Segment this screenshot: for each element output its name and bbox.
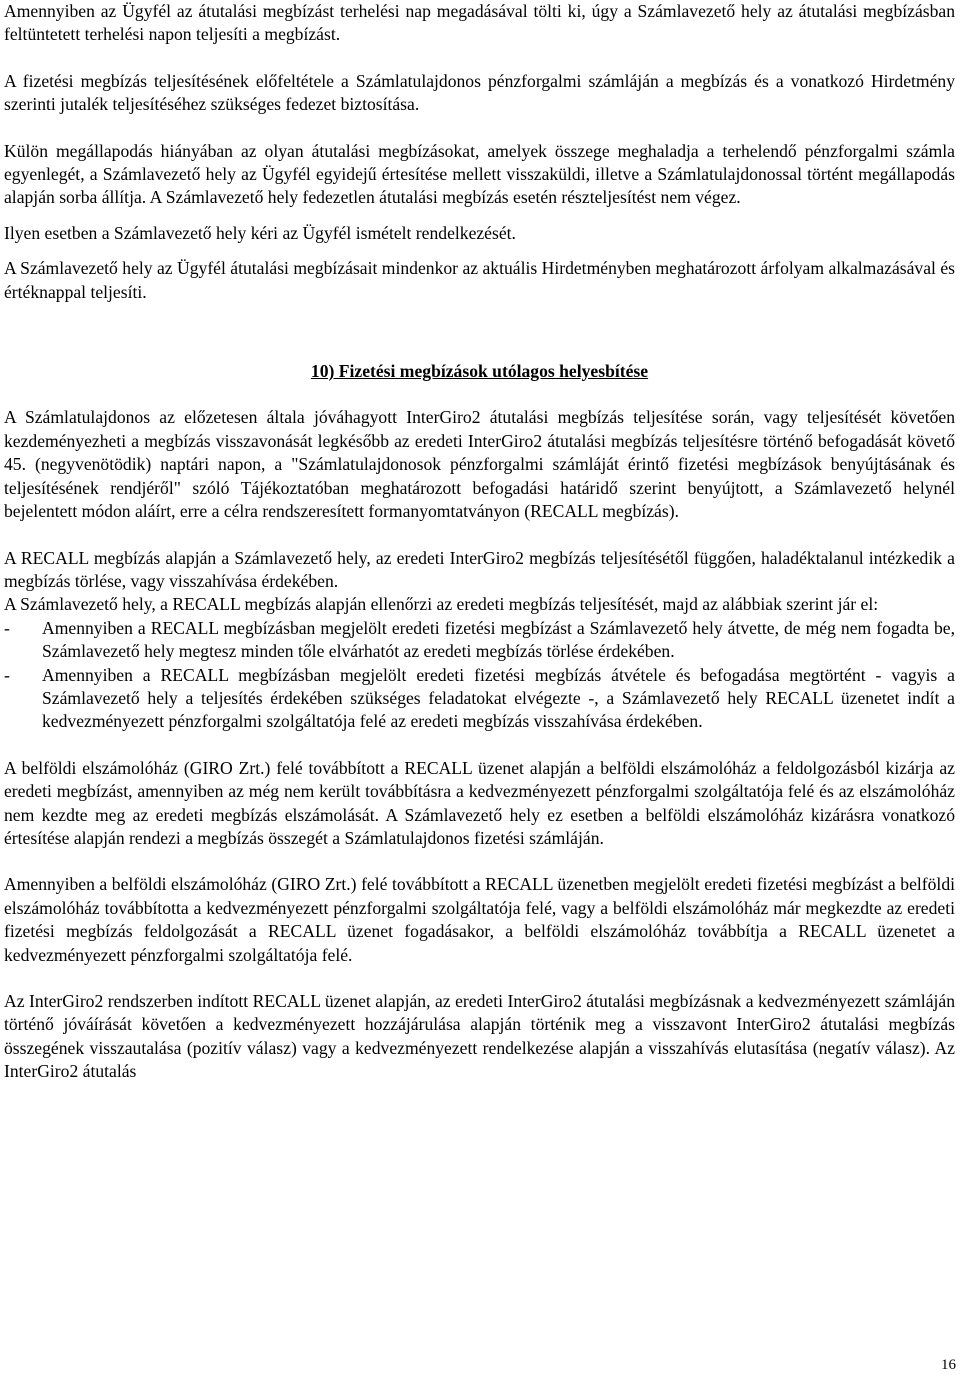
paragraph-debit-date: Amennyiben az Ügyfél az átutalási megbízást terhelési nap megadásával tölti ki, úgy a Számlavezető hely az átutalási megbízásban feltüntetett terhelési napon teljesíti a megbízást.	[4, 1, 955, 45]
document-page	[4, 0, 955, 1084]
list-item-text: Amennyiben a RECALL megbízásban megjelölt eredeti fizetési megbízást a Számlavezető hely átvette, de még nem fogadta be, Számlavezető hely megtesz minden tőle elvárhatót az eredeti megbízás törlése érdekében.	[42, 617, 955, 662]
paragraph-repeated-instruction: Ilyen esetben a Számlavezető hely kéri az Ügyfél ismételt rendelkezését.	[4, 222, 516, 243]
page-number: 16	[941, 1357, 956, 1373]
paragraph-recall-check: A Számlavezető hely, a RECALL megbízás alapján ellenőrzi az eredeti megbízás teljesítését, majd az alábbiak szerint jár el:	[4, 594, 879, 615]
section-heading: 10) Fizetési megbízások utólagos helyesbítése	[310, 361, 649, 382]
paragraph-giro-forwarding: Amennyiben a belföldi elszámolóház (GIRO Zrt.) felé továbbított a RECALL üzenetben megjelölt eredeti fizetési megbízást a belföldi elszámolóház továbbította a kedvezményezett pénzforgalmi szolgáltatója felé, vagy a belföldi elszámolóház már megkezdte az eredeti fizetési megbízás feldolgozását a RECALL üzenet fogadásakor, a belföldi elszámolóház továbbítja a RECALL üzenetet a kedvezményezett pénzforgalmi szolgáltatója felé.	[4, 874, 955, 965]
paragraph-intergiro-recall: Az InterGiro2 rendszerben indított RECALL üzenet alapján, az eredeti InterGiro2 átutalási megbízásnak a kedvezményezett számláján történő jóváírását követően a kedvezményezett hozzájárulása alapján történik meg a visszavont InterGiro2 átutalási megbízás összegének visszautalása (pozitív válasz) vagy a kedvezményezett rendelkezése alapján a visszahívás elutasítása (negatív válasz). Az InterGiro2 átutalás	[4, 991, 955, 1082]
list-dash-marker: -	[4, 617, 10, 638]
list-item	[4, 664, 955, 734]
paragraph-coverage-precondition: A fizetési megbízás teljesítésének előfeltétele a Számlatulajdonos pénzforgalmi számláján a megbízás és a vonatkozó Hirdetmény szerinti jutalék teljesítéséhez szükséges fedezet biztosítása.	[4, 70, 955, 115]
paragraph-recall-basis: A RECALL megbízás alapján a Számlavezető hely, az eredeti InterGiro2 megbízás teljesítésétől függően, haladéktalanul intézkedik a megbízás törlése, vagy visszahívása érdekében.	[4, 547, 955, 591]
paragraph-recall-initiation: A Számlatulajdonos az előzetesen általa jóváhagyott InterGiro2 átutalási megbízás teljesítése során, vagy teljesítését követően kezdeményezheti a megbízás visszavonását legkésőbb az eredeti InterGiro2 átutalási megbízás teljesítésre történő befogadását követő 45. (negyvenötödik) naptári napon, a "Számlatulajdonosok pénzforgalmi számláját érintő fizetési megbízások benyújtásának és teljesítésének rendjéről" szóló Tájékoztatóban meghatározott befogadási határidő szerint benyújtott, a Számlavezető helynél bejelentett módon aláírt, erre a célra rendszeresített formanyomtatványon (RECALL megbízás).	[4, 407, 955, 522]
paragraph-insufficient-balance: Külön megállapodás hiányában az olyan átutalási megbízásokat, amelyek összege meghaladja a terhelendő pénzforgalmi számla egyenlegét, a Számlavezető hely az Ügyfél egyidejű értesítése mellett visszaküldi, illetve a Számlatulajdonossal történt megállapodás alapján sorba állítja. A Számlavezető hely fedezetlen átutalási megbízás esetén részteljesítést nem végez.	[4, 140, 955, 208]
paragraph-giro-exclusion: A belföldi elszámolóház (GIRO Zrt.) felé továbbított a RECALL üzenet alapján a belföldi elszámolóház a feldolgozásból kizárja az eredeti megbízást, amennyiben az még nem került továbbításra a kedvezményezett pénzforgalmi szolgáltatója felé és az elszámolóház nem kezdte meg az eredeti megbízás elszámolását. A Számlavezető hely ez esetben a belföldi elszámolóház kizárásra vonatkozó értesítése alapján rendezi a megbízás összegét a Számlatulajdonos fizetési számláján.	[4, 757, 955, 848]
paragraph-exchange-rate: A Számlavezető hely az Ügyfél átutalási megbízásait mindenkor az aktuális Hirdetményben meghatározott árfolyam alkalmazásával és értéknappal teljesíti.	[4, 258, 955, 302]
recall-steps-list	[4, 617, 955, 734]
list-dash-marker: -	[4, 664, 10, 685]
list-item-text: Amennyiben a RECALL megbízásban megjelölt eredeti fizetési megbízás átvétele és befogadása megtörtént - vagyis a Számlavezető hely a teljesítés érdekében szükséges feladatokat elvégezte -, a Számlavezető hely RECALL üzenetet indít a kedvezményezett pénzforgalmi szolgáltatója felé az eredeti megbízás visszahívása érdekében.	[42, 664, 955, 732]
list-item	[4, 617, 955, 664]
